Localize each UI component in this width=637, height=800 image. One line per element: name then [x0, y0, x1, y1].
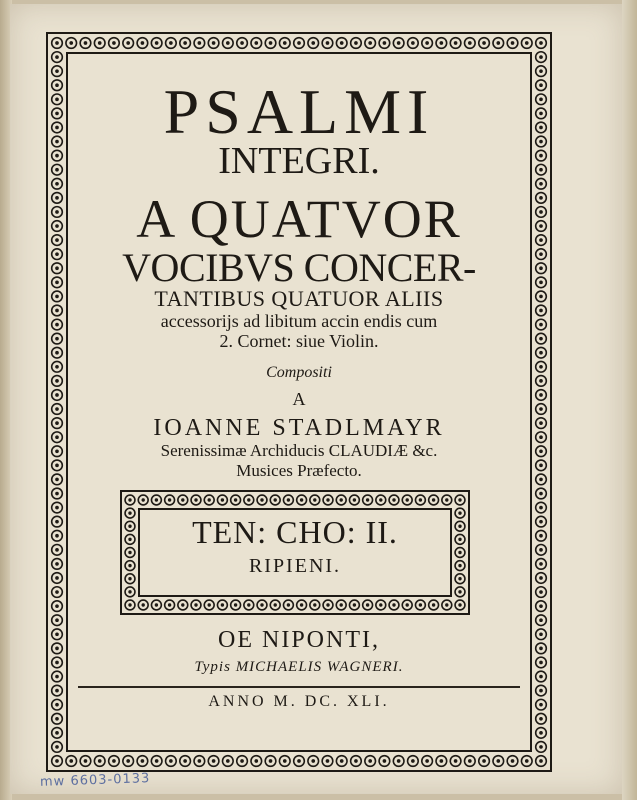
title-vocibvs: VOCIBVS CONCER-	[122, 245, 476, 290]
title-accessorijs: accessorijs ad libitum accin endis cum	[160, 311, 438, 331]
part-name: TEN: CHO: II.	[192, 514, 398, 550]
title-integri: INTEGRI.	[218, 140, 380, 182]
page-edge	[622, 0, 637, 800]
part-ripieni: RIPIENI.	[248, 555, 342, 577]
composer-title: Serenissimæ Archiducis CLAUDIÆ &c.	[160, 441, 438, 460]
cartouche-label	[142, 512, 448, 592]
library-shelfmark: mw 6603-0133	[39, 771, 151, 790]
title-a-quatvor: A QUATVOR	[136, 189, 462, 249]
compositi-label: Compositi	[266, 364, 332, 381]
imprint-place: OE NIPONTI,	[218, 627, 380, 653]
imprint-year: ANNO M. DC. XLI.	[208, 693, 390, 710]
composer-name: IOANNE STADLMAYR	[153, 415, 445, 441]
title-psalmi: PSALMI	[163, 76, 435, 147]
composer-office: Musices Præfecto.	[236, 461, 362, 480]
a-label: A	[292, 389, 306, 409]
imprint-printer: Typis MICHAELIS WAGNERI.	[194, 659, 404, 675]
title-tantibus: TANTIBUS QUATUOR ALIIS	[154, 286, 444, 311]
imprint-rule	[78, 686, 520, 688]
part-cartouche	[120, 490, 470, 615]
title-cornet: 2. Cornet: siue Violin.	[219, 331, 379, 351]
